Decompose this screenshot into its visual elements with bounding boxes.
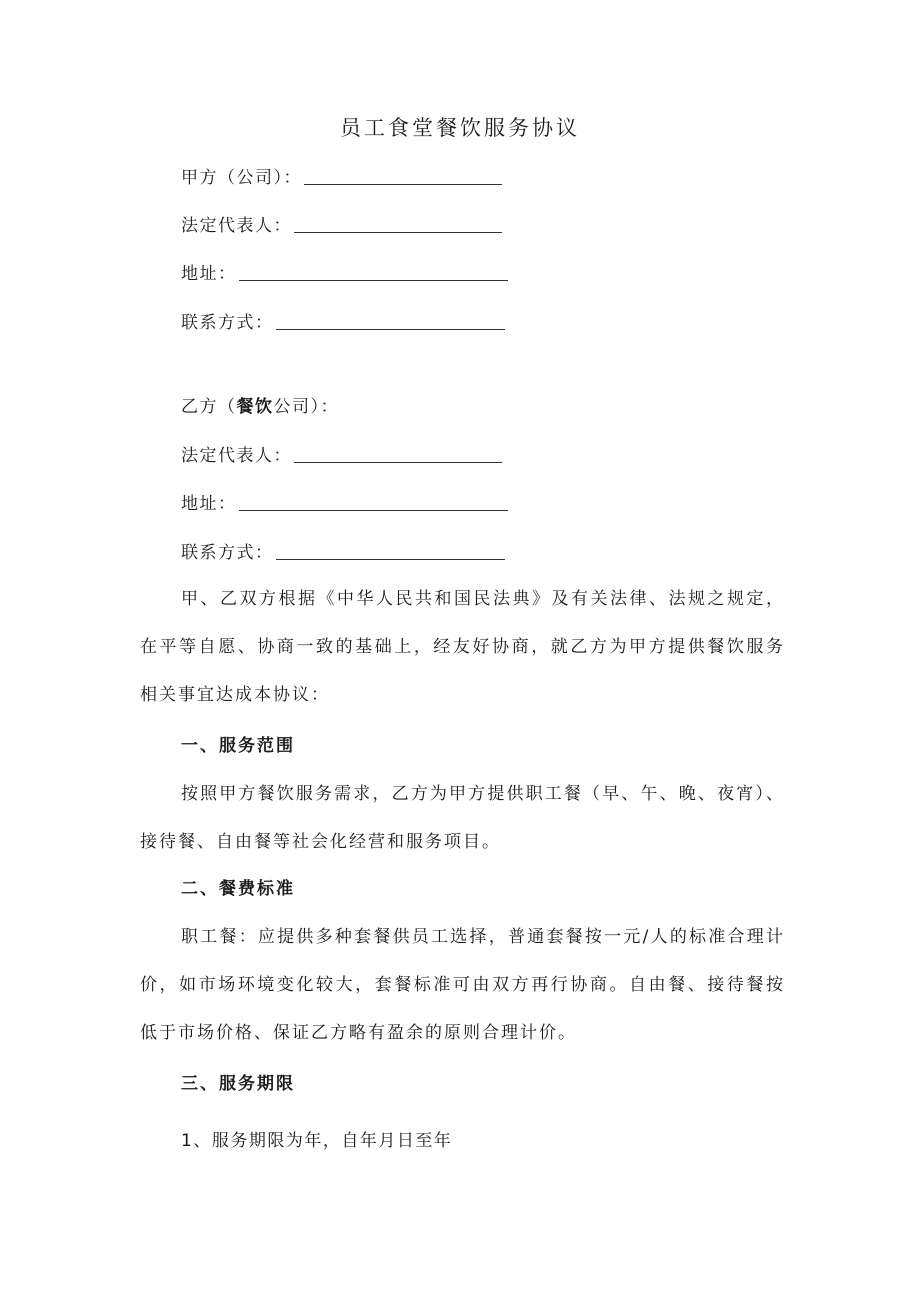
party-a-contact-label: 联系方式： <box>181 313 274 333</box>
party-a-contact-blank <box>276 311 505 330</box>
party-a-contact-field <box>181 308 505 336</box>
party-b-company-prefix: 乙方（ <box>181 397 237 417</box>
section-heading-fees: 二、餐费标准 <box>181 879 295 899</box>
section-item-term-1: 1、服务期限为年，自年月日至年 <box>181 1131 453 1151</box>
party-b-rep-field <box>181 441 502 469</box>
party-b-contact-label: 联系方式： <box>181 543 274 563</box>
section-heading-term: 三、服务期限 <box>181 1074 295 1094</box>
preamble-paragraph: 甲、乙双方根据《中华人民共和国民法典》及有关法律、法规之规定，在平等自愿、协商一致的基础上，经友好协商，就乙方为甲方提供餐饮服务相关事宜达成本协议： <box>140 589 785 705</box>
party-b-company-label <box>181 394 339 420</box>
party-a-rep-label: 法定代表人： <box>181 216 292 236</box>
party-a-company-label: 甲方（公司）： <box>181 168 302 188</box>
party-a-address-label: 地址： <box>181 264 237 284</box>
party-a-address-field <box>181 259 508 287</box>
section-body-scope: 按照甲方餐饮服务需求，乙方为甲方提供职工餐（早、午、晚、夜宵）、接待餐、自由餐等社会化经营和服务项目。 <box>140 784 785 852</box>
party-a-company-field <box>181 163 502 191</box>
party-b-contact-field <box>181 538 505 566</box>
party-a-company-blank <box>304 166 502 185</box>
party-a-address-blank <box>239 262 508 281</box>
party-b-rep-blank <box>294 444 502 463</box>
party-b-contact-blank <box>276 541 505 560</box>
section-heading-scope: 一、服务范围 <box>181 736 295 756</box>
party-b-rep-label: 法定代表人： <box>181 446 292 466</box>
party-a-rep-field <box>181 211 502 239</box>
section-body-fees: 职工餐：应提供多种套餐供员工选择，普通套餐按一元/人的标准合理计价，如市场环境变化较大，套餐标准可由双方再行协商。自由餐、接待餐按低于市场价格、保证乙方略有盈余的原则合理计价。 <box>140 927 785 1043</box>
party-b-company-bold: 餐饮 <box>236 397 274 417</box>
party-b-address-field <box>181 489 508 517</box>
party-a-rep-blank <box>294 214 502 233</box>
party-b-address-blank <box>239 492 508 511</box>
party-b-address-label: 地址： <box>181 494 237 514</box>
document-title: 员工食堂餐饮服务协议 <box>340 116 580 140</box>
party-b-company-suffix: 公司）： <box>273 397 339 417</box>
